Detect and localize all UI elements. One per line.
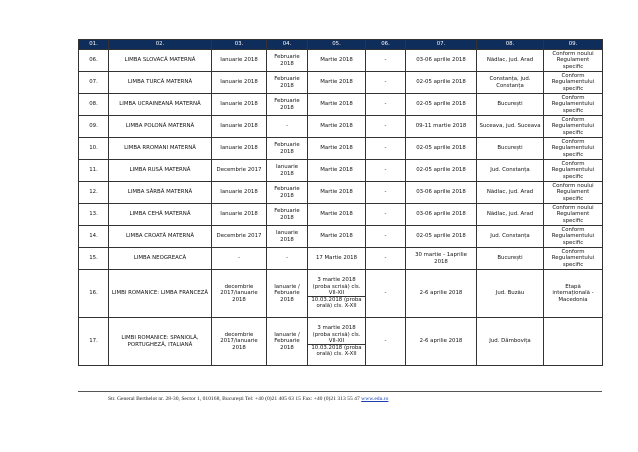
table-row [79, 116, 603, 138]
school-phase: Decembrie 2017 [212, 160, 267, 182]
interjudet-phase: - [366, 226, 406, 248]
national-phase-location: Nădlac, jud. Arad [477, 182, 544, 204]
olympiad-discipline: LIMBA SÂRBĂ MATERNĂ [109, 182, 212, 204]
international-phase: Conform noului Regulament specific [544, 204, 603, 226]
row-number: 14. [79, 226, 109, 248]
table-row [79, 318, 603, 366]
row-number: 16. [79, 270, 109, 318]
table-row [79, 248, 603, 270]
local-phase: - [267, 248, 308, 270]
olympiad-discipline: LIMBA RROMANI MATERNĂ [109, 138, 212, 160]
national-phase-dates: 03-06 aprilie 2018 [406, 204, 477, 226]
olympiad-discipline: LIMBA CEHĂ MATERNĂ [109, 204, 212, 226]
table-body [79, 50, 603, 366]
interjudet-phase: - [366, 182, 406, 204]
school-phase: Ianuarie 2018 [212, 94, 267, 116]
national-phase-dates: 02-05 aprilie 2018 [406, 226, 477, 248]
local-phase: Februarie 2018 [267, 72, 308, 94]
local-phase: Ianuarie / Februarie 2018 [267, 318, 308, 366]
interjudet-phase: - [366, 204, 406, 226]
county-phase: 17 Martie 2018 [308, 248, 366, 270]
local-phase: Februarie 2018 [267, 204, 308, 226]
national-phase-location: Suceava, jud. Suceava [477, 116, 544, 138]
document-page [78, 39, 602, 366]
local-phase: Februarie 2018 [267, 94, 308, 116]
row-number: 09. [79, 116, 109, 138]
olympiad-discipline: LIMBI ROMANICE: SPANIOLĂ, PORTUGHEZĂ, ITALIANĂ [109, 318, 212, 366]
page-footer [108, 396, 388, 402]
national-phase-location: Jud. Dâmbovița [477, 318, 544, 366]
row-number: 17. [79, 318, 109, 366]
table-row [79, 226, 603, 248]
row-number: 08. [79, 94, 109, 116]
school-phase: Ianuarie 2018 [212, 50, 267, 72]
county-phase: Martie 2018 [308, 226, 366, 248]
row-number: 10. [79, 138, 109, 160]
national-phase-location: Nădlac, jud. Arad [477, 204, 544, 226]
national-phase-location: București [477, 248, 544, 270]
row-number: 13. [79, 204, 109, 226]
olympiad-discipline: LIMBA SLOVACĂ MATERNĂ [109, 50, 212, 72]
international-phase [544, 318, 603, 366]
table-row [79, 72, 603, 94]
written-test-date: 3 martie 2018 (proba scrisă) cls. VII-XII [312, 325, 361, 344]
national-phase-dates: 03-06 aprilie 2018 [406, 50, 477, 72]
table-row [79, 204, 603, 226]
international-phase: Conform Regulamentului specific [544, 116, 603, 138]
international-phase: Conform Regulamentului specific [544, 94, 603, 116]
county-phase: Martie 2018 [308, 182, 366, 204]
national-phase-location: Constanța, jud. Constanța [477, 72, 544, 94]
international-phase: Conform noului Regulament specific [544, 182, 603, 204]
local-phase: Ianuarie / Februarie 2018 [267, 270, 308, 318]
row-number: 15. [79, 248, 109, 270]
national-phase-dates: 02-05 aprilie 2018 [406, 138, 477, 160]
national-phase-dates: 02-05 aprilie 2018 [406, 94, 477, 116]
local-phase: Ianuarie 2018 [267, 160, 308, 182]
interjudet-phase: - [366, 318, 406, 366]
national-phase-location: București [477, 138, 544, 160]
row-number: 07. [79, 72, 109, 94]
interjudet-phase: - [366, 50, 406, 72]
interjudet-phase: - [366, 116, 406, 138]
interjudet-phase: - [366, 160, 406, 182]
written-test-date: 3 martie 2018 (proba scrisă) cls. VII-XII [312, 277, 361, 296]
header-cell: 04. [267, 40, 308, 50]
county-phase [308, 318, 366, 366]
interjudet-phase: - [366, 94, 406, 116]
olympiad-schedule-table [78, 39, 603, 366]
school-phase: decembrie 2017/ianuarie 2018 [212, 318, 267, 366]
school-phase: Decembrie 2017 [212, 226, 267, 248]
table-header-row [79, 40, 603, 50]
national-phase-dates: 30 martie - 1aprilie 2018 [406, 248, 477, 270]
international-phase: Conform noului Regulament specific [544, 50, 603, 72]
interjudet-phase: - [366, 138, 406, 160]
olympiad-discipline: LIMBA NEOGREACĂ [109, 248, 212, 270]
header-cell: 06. [366, 40, 406, 50]
olympiad-discipline: LIMBI ROMANICE: LIMBA FRANCEZĂ [109, 270, 212, 318]
table-row [79, 270, 603, 318]
school-phase: Ianuarie 2018 [212, 138, 267, 160]
school-phase: Ianuarie 2018 [212, 116, 267, 138]
local-phase: Februarie 2018 [267, 182, 308, 204]
header-cell: 07. [406, 40, 477, 50]
local-phase: - [267, 116, 308, 138]
row-number: 06. [79, 50, 109, 72]
international-phase: Conform Regulamentului specific [544, 226, 603, 248]
header-cell: 03. [212, 40, 267, 50]
header-cell: 08. [477, 40, 544, 50]
olympiad-discipline: LIMBA TURCĂ MATERNĂ [109, 72, 212, 94]
olympiad-discipline: LIMBA RUSĂ MATERNĂ [109, 160, 212, 182]
county-phase: Martie 2018 [308, 50, 366, 72]
table-row [79, 182, 603, 204]
school-phase: decembrie 2017/ianuarie 2018 [212, 270, 267, 318]
footer-divider [78, 391, 602, 392]
international-phase: Conform Regulamentului specific [544, 248, 603, 270]
county-phase: Martie 2018 [308, 204, 366, 226]
county-phase: Martie 2018 [308, 160, 366, 182]
footer-address: Str. General Berthelot nr. 28-30, Sector 1, 010168, București Tel: +40 (0)21 405 63 15 Fax: +40 (0)21 313 55 47 [108, 396, 360, 402]
interjudet-phase: - [366, 248, 406, 270]
county-phase: Martie 2018 [308, 138, 366, 160]
county-phase: Martie 2018 [308, 94, 366, 116]
national-phase-dates: 2-6 aprilie 2018 [406, 318, 477, 366]
olympiad-discipline: LIMBA POLONĂ MATERNĂ [109, 116, 212, 138]
national-phase-dates: 02-05 aprilie 2018 [406, 160, 477, 182]
national-phase-location: București [477, 94, 544, 116]
school-phase: Ianuarie 2018 [212, 182, 267, 204]
oral-test-date: 10.03.2018 (proba orală) cls. X-XII [308, 296, 365, 310]
international-phase: Etapă internațională - Macedonia [544, 270, 603, 318]
row-number: 12. [79, 182, 109, 204]
oral-test-date: 10.03.2018 (proba orală) cls. X-XII [308, 344, 365, 358]
table-row [79, 50, 603, 72]
county-phase: Martie 2018 [308, 116, 366, 138]
table-row [79, 138, 603, 160]
national-phase-dates: 02-05 aprilie 2018 [406, 72, 477, 94]
school-phase: Ianuarie 2018 [212, 72, 267, 94]
international-phase: Conform Regulamentului specific [544, 160, 603, 182]
international-phase: Conform Regulamentului specific [544, 138, 603, 160]
international-phase: Conform Regulamentului specific [544, 72, 603, 94]
header-cell: 02. [109, 40, 212, 50]
header-cell: 01. [79, 40, 109, 50]
local-phase: Februarie 2018 [267, 138, 308, 160]
local-phase: Februarie 2018 [267, 50, 308, 72]
header-cell: 05. [308, 40, 366, 50]
olympiad-discipline: LIMBA CROATĂ MATERNĂ [109, 226, 212, 248]
national-phase-location: Nădlac, jud. Arad [477, 50, 544, 72]
olympiad-discipline: LIMBA UCRAINEANĂ MATERNĂ [109, 94, 212, 116]
county-phase: Martie 2018 [308, 72, 366, 94]
national-phase-dates: 09-11 martie 2018 [406, 116, 477, 138]
national-phase-location: Jud. Constanța [477, 226, 544, 248]
footer-website-link[interactable]: www.edu.ro [361, 396, 389, 402]
interjudet-phase: - [366, 270, 406, 318]
table-row [79, 94, 603, 116]
national-phase-location: Jud. Constanța [477, 160, 544, 182]
school-phase: - [212, 248, 267, 270]
row-number: 11. [79, 160, 109, 182]
county-phase [308, 270, 366, 318]
national-phase-dates: 2-6 aprilie 2018 [406, 270, 477, 318]
local-phase: Ianuarie 2018 [267, 226, 308, 248]
school-phase: Ianuarie 2018 [212, 204, 267, 226]
interjudet-phase: - [366, 72, 406, 94]
header-cell: 09. [544, 40, 603, 50]
table-row [79, 160, 603, 182]
national-phase-location: Jud. Buzău [477, 270, 544, 318]
national-phase-dates: 03-06 aprilie 2018 [406, 182, 477, 204]
